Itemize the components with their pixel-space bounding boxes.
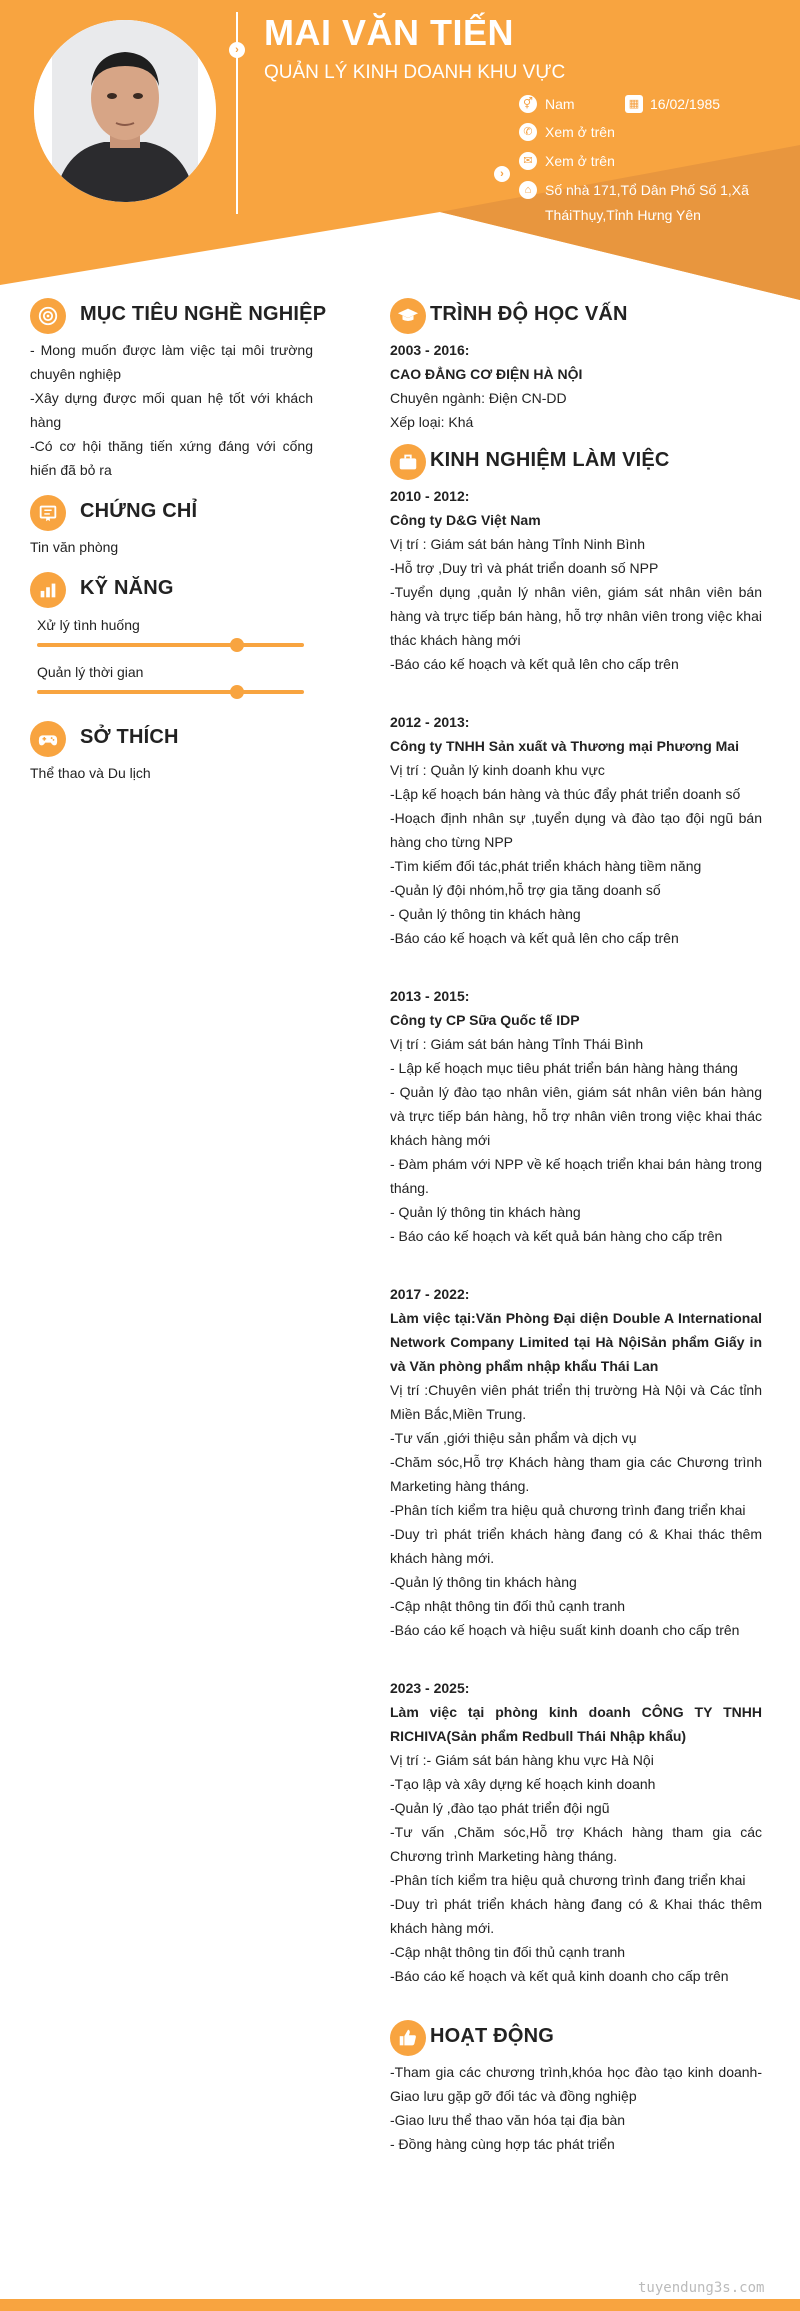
- objective-line: - Mong muốn được làm việc tại môi trường chuyên nghiệp: [30, 342, 313, 382]
- activities-title: HOẠT ĐỘNG: [430, 2025, 555, 2047]
- job-line: - Đàm phám với NPP về kế hoạch triển khai bán hàng trong tháng.: [390, 1156, 762, 1196]
- job-line: -Tạo lập và xây dựng kế hoạch kinh doanh: [390, 1776, 656, 1792]
- thumbs-up-icon: [390, 2020, 426, 2056]
- job-entry: [390, 1282, 762, 1642]
- email-icon: ✉: [519, 152, 537, 170]
- job-line: -Quản lý đội nhóm,hỗ trợ gia tăng doanh số: [390, 882, 661, 898]
- chevron-right-icon: ›: [494, 166, 510, 182]
- job-line: Vị trí :Chuyên viên phát triển thị trường Hà Nội và Các tỉnh Miền Bắc,Miền Trung.: [390, 1382, 762, 1422]
- candidate-position: QUẢN LÝ KINH DOANH KHU VỰC: [264, 62, 566, 83]
- experience-title: KINH NGHIỆM LÀM VIỆC: [430, 449, 670, 471]
- phone-value: Xem ở trên: [545, 124, 615, 140]
- job-entry: [390, 710, 762, 950]
- skill-level-knob: [230, 638, 244, 652]
- job-line: -Cập nhật thông tin đối thủ cạnh tranh: [390, 1944, 626, 1960]
- job-line: -Tư vấn ,Chăm sóc,Hỗ trợ Khách hàng tham gia các Chương trình Marketing hàng tháng.: [390, 1824, 762, 1864]
- education-grade: Xếp loại: Khá: [390, 414, 474, 430]
- watermark: tuyendung3s.com: [638, 2280, 765, 2296]
- activity-line: - Đồng hàng cùng hợp tác phát triển: [390, 2136, 615, 2152]
- header: [0, 0, 800, 300]
- job-period: 2023 - 2025:: [390, 1680, 470, 1696]
- job-period: 2017 - 2022:: [390, 1286, 470, 1302]
- address-line-1: Số nhà 171,Tổ Dân Phố Số 1,Xã: [545, 182, 749, 198]
- skill-level-knob: [230, 685, 244, 699]
- job-line: -Phân tích kiểm tra hiệu quả chương trình đang triển khai: [390, 1502, 746, 1518]
- job-line: -Quản lý ,đào tạo phát triển đội ngũ: [390, 1800, 610, 1816]
- skill-bar: [37, 643, 304, 647]
- briefcase-icon: [390, 444, 426, 480]
- calendar-icon: ▦: [625, 95, 643, 113]
- job-period: 2013 - 2015:: [390, 988, 470, 1004]
- job-line: -Tìm kiếm đối tác,phát triển khách hàng tiềm năng: [390, 858, 702, 874]
- job-line: -Hoạch định nhân sự ,tuyển dụng và đào tạo đội ngũ bán hàng cho từng NPP: [390, 810, 762, 850]
- skill-label: Quản lý thời gian: [37, 664, 144, 680]
- skill-label: Xử lý tình huống: [37, 617, 140, 633]
- gender-icon: ⚥: [519, 95, 537, 113]
- job-entry: [390, 484, 762, 676]
- job-line: -Tuyển dụng ,quản lý nhân viên, giám sát nhân viên bán hàng và trực tiếp bán hàng, hỗ trợ nhân viên trong việc khai thác khách hàng mới: [390, 584, 762, 648]
- job-line: -Lập kế hoạch bán hàng và thúc đẩy phát triển doanh số: [390, 786, 741, 802]
- education-block: [390, 338, 762, 434]
- education-period: 2003 - 2016:: [390, 342, 470, 358]
- certificate-icon: [30, 495, 66, 531]
- job-line: - Quản lý thông tin khách hàng: [390, 1204, 581, 1220]
- job-line: Vị trí : Giám sát bán hàng Tỉnh Thái Bình: [390, 1036, 644, 1052]
- job-entry: [390, 984, 762, 1248]
- job-line: -Báo cáo kế hoạch và hiệu suất kinh doanh cho cấp trên: [390, 1622, 740, 1638]
- chevron-right-icon: ›: [229, 42, 245, 58]
- job-line: -Báo cáo kế hoạch và kết quả lên cho cấp trên: [390, 656, 679, 672]
- job-line: Vị trí :- Giám sát bán hàng khu vực Hà Nội: [390, 1752, 654, 1768]
- job-line: -Tư vấn ,giới thiệu sản phẩm và dịch vụ: [390, 1430, 637, 1446]
- activities-text: [390, 2060, 762, 2156]
- gamepad-icon: [30, 721, 66, 757]
- job-line: -Quản lý thông tin khách hàng: [390, 1574, 577, 1590]
- location-icon: ⌂: [519, 181, 537, 199]
- job-line: - Báo cáo kế hoạch và kết quả bán hàng cho cấp trên: [390, 1228, 723, 1244]
- email-value: Xem ở trên: [545, 153, 615, 169]
- job-company: Công ty D&G Việt Nam: [390, 512, 541, 528]
- job-line: -Báo cáo kế hoạch và kết quả lên cho cấp trên: [390, 930, 679, 946]
- objective-text: [30, 338, 313, 482]
- skills-title: KỸ NĂNG: [80, 577, 174, 599]
- job-line: -Chăm sóc,Hỗ trợ Khách hàng tham gia các Chương trình Marketing hàng tháng.: [390, 1454, 762, 1494]
- target-icon: [30, 298, 66, 334]
- graduation-cap-icon: [390, 298, 426, 334]
- job-line: - Quản lý thông tin khách hàng: [390, 906, 581, 922]
- birthday-value: 16/02/1985: [650, 96, 721, 112]
- job-line: -Hỗ trợ ,Duy trì và phát triển doanh số NPP: [390, 560, 659, 576]
- activity-line: -Tham gia các chương trình,khóa học đào tạo kinh doanh- Giao lưu gặp gỡ đối tác và đồng nghiệp: [390, 2064, 762, 2104]
- education-major: Chuyên ngành: Điện CN-DD: [390, 390, 567, 406]
- hobbies-text: Thể thao và Du lịch: [30, 765, 151, 781]
- education-school: CAO ĐẲNG CƠ ĐIỆN HÀ NỘI: [390, 366, 583, 382]
- education-title: TRÌNH ĐỘ HỌC VẤN: [430, 303, 628, 325]
- hobbies-title: SỞ THÍCH: [80, 726, 179, 748]
- objective-line: -Có cơ hội thăng tiến xứng đáng với cống hiến đã bỏ ra: [30, 438, 313, 478]
- gender-value: Nam: [545, 96, 575, 112]
- address-line-2: TháiThụy,Tỉnh Hưng Yên: [545, 207, 701, 223]
- activity-line: -Giao lưu thể thao văn hóa tại địa bàn: [390, 2112, 626, 2128]
- bar-chart-icon: [30, 572, 66, 608]
- job-line: Vị trí : Giám sát bán hàng Tỉnh Ninh Bình: [390, 536, 645, 552]
- job-company: Công ty CP Sữa Quốc tế IDP: [390, 1012, 580, 1028]
- objective-line: -Xây dựng được mối quan hệ tốt với khách hàng: [30, 390, 313, 430]
- job-line: -Duy trì phát triển khách hàng đang có & Khai thác thêm khách hàng mới.: [390, 1896, 762, 1936]
- job-line: -Phân tích kiểm tra hiệu quả chương trình đang triển khai: [390, 1872, 746, 1888]
- job-line: -Cập nhật thông tin đối thủ cạnh tranh: [390, 1598, 626, 1614]
- job-period: 2010 - 2012:: [390, 488, 470, 504]
- certificates-title: CHỨNG CHỈ: [80, 500, 198, 522]
- job-line: - Quản lý đào tạo nhân viên, giám sát nhân viên bán hàng và trực tiếp bán hàng, hỗ trợ nhân viên trong việc khai thác khách hàng mới: [390, 1084, 762, 1148]
- job-line: -Báo cáo kế hoạch và kết quả kinh doanh cho cấp trên: [390, 1968, 729, 1984]
- job-line: Vị trí : Quản lý kinh doanh khu vực: [390, 762, 605, 778]
- job-period: 2012 - 2013:: [390, 714, 470, 730]
- skill-bar: [37, 690, 304, 694]
- phone-icon: ✆: [519, 123, 537, 141]
- avatar: [34, 20, 216, 202]
- footer-bar: [0, 2299, 800, 2311]
- job-line: - Lập kế hoạch mục tiêu phát triển bán hàng hàng tháng: [390, 1060, 738, 1076]
- certificates-text: Tin văn phòng: [30, 539, 119, 555]
- job-company: Công ty TNHH Sản xuất và Thương mại Phương Mai: [390, 738, 739, 754]
- objective-title: MỤC TIÊU NGHỀ NGHIỆP: [80, 303, 327, 325]
- job-entry: [390, 1676, 762, 1988]
- job-company: Làm việc tại:Văn Phòng Đại diện Double A International Network Company Limited tại Hà NộiSản phẩm Giấy in và Văn phòng phẩm nhập khẩu Thái Lan: [390, 1310, 762, 1374]
- job-line: -Duy trì phát triển khách hàng đang có & Khai thác thêm khách hàng mới.: [390, 1526, 762, 1566]
- job-company: Làm việc tại phòng kinh doanh CÔNG TY TNHH RICHIVA(Sản phẩm Redbull Thái Nhập khẩu): [390, 1704, 762, 1744]
- candidate-name: MAI VĂN TIẾN: [264, 12, 515, 53]
